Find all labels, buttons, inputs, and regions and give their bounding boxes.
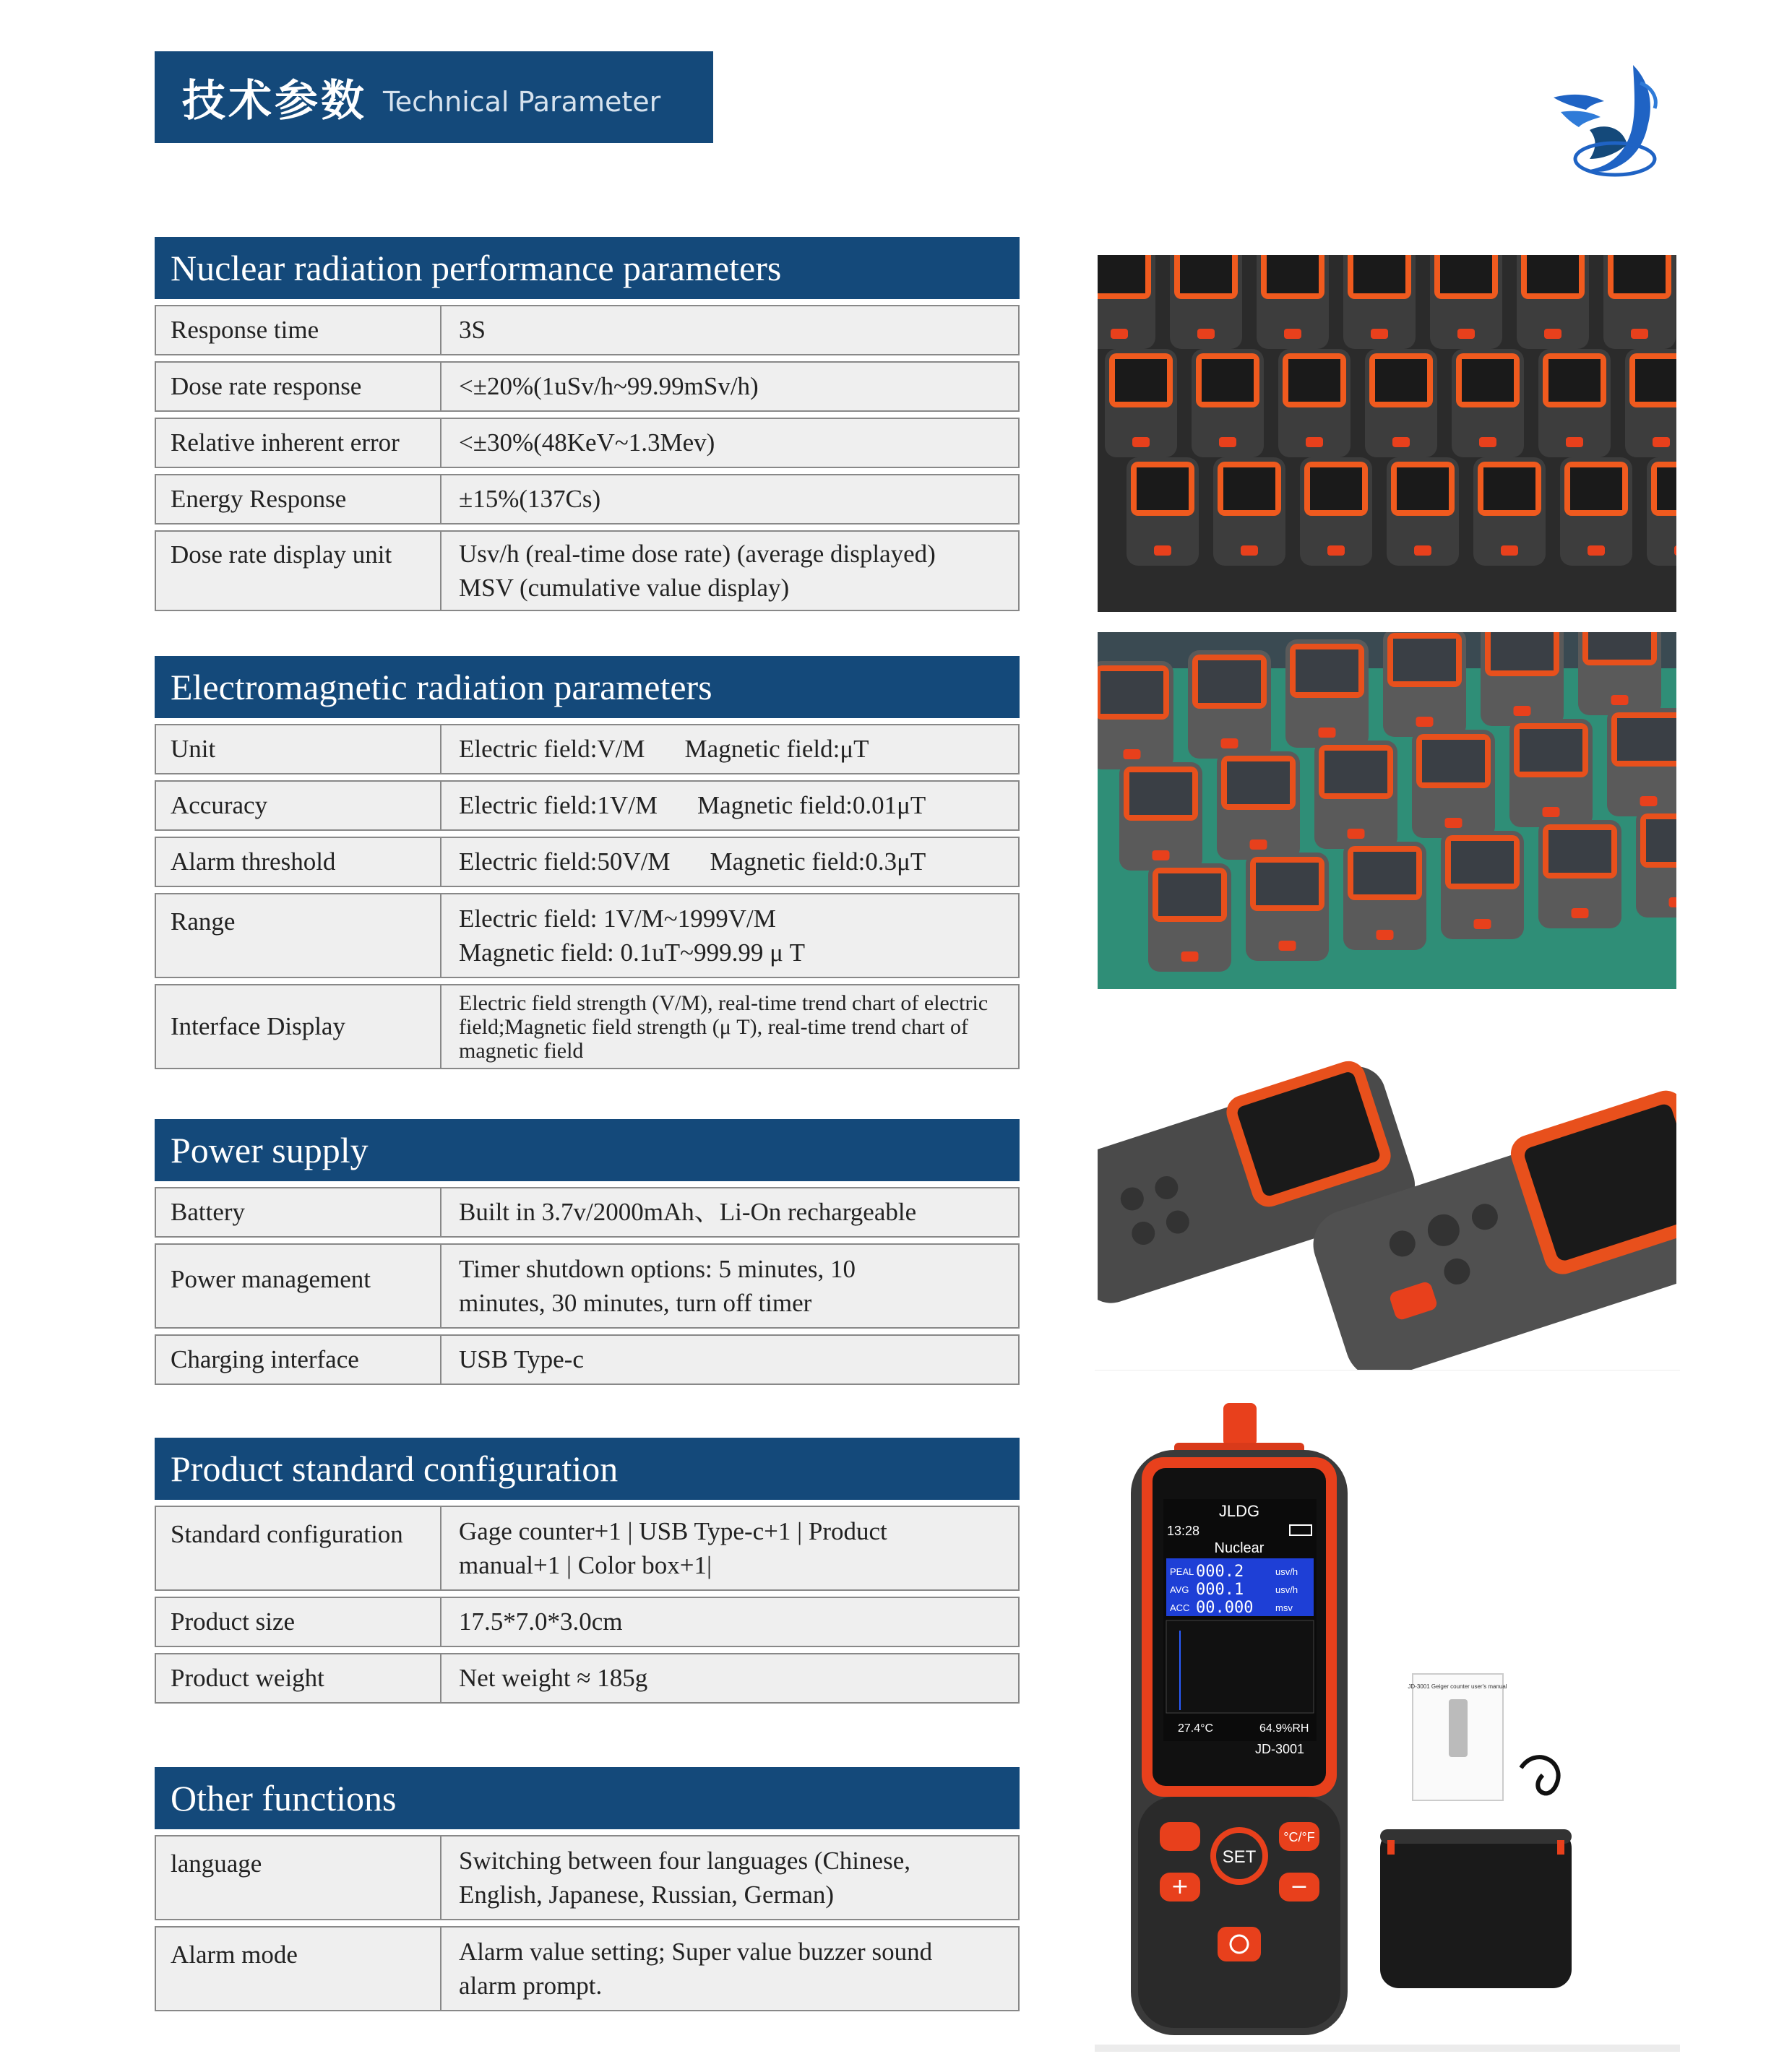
unit-button-label: °C/°F [1283,1830,1315,1844]
param-value [441,894,1018,977]
table-row [155,1506,1020,1591]
plus-icon: + [1171,1874,1189,1899]
reading-value: 00.000 [1196,1599,1254,1617]
param-key: language [156,1836,441,1919]
table-row [155,1334,1020,1385]
electric-value: Electric field:V/M [459,735,645,764]
table-row [155,780,1020,831]
reading-unit: usv/h [1275,1566,1298,1577]
section-title: Nuclear radiation performance parameters [155,237,1020,299]
screen-time: 13:28 [1167,1524,1200,1538]
table-row [155,1835,1020,1920]
reading-unit: msv [1275,1602,1293,1613]
param-value: USB Type-c [459,1345,584,1374]
electric-value: Electric field:50V/M [459,847,671,876]
header-banner [155,51,713,143]
mute-button[interactable] [1160,1822,1200,1851]
section-title: Electromagnetic radiation parameters [155,656,1020,718]
param-value [441,1507,1018,1589]
param-value: <±30%(48KeV~1.3Mev) [459,428,715,457]
carry-case [1380,1829,1572,1988]
table-row [155,1653,1020,1704]
devices-closeup-illustration [1098,1004,1676,1373]
param-value: 17.5*7.0*3.0cm [459,1607,623,1636]
devices-table-illustration [1098,632,1676,989]
param-value: ±15%(137Cs) [459,485,601,514]
header-title-en: Technical Parameter [383,85,661,118]
param-value-line: MSV (cumulative value display) [459,574,790,602]
param-key: Relative inherent error [156,419,441,467]
eagle-logo [1546,58,1673,191]
param-value: <±20%(1uSv/h~99.99mSv/h) [459,372,759,401]
section-configuration [155,1438,1020,1704]
param-value-line: Alarm value setting; Super value buzzer sound [459,1937,933,1966]
table-row [155,361,1020,412]
table-row [155,1243,1020,1329]
reading-value: 000.1 [1196,1581,1244,1599]
screen-mode: Nuclear [1214,1540,1265,1556]
photo-devices-closeup [1098,1004,1676,1373]
minus-icon: − [1290,1874,1309,1899]
param-key: Power management [156,1245,441,1327]
section-title: Product standard configuration [155,1438,1020,1500]
param-key: Standard configuration [156,1507,441,1589]
section-power [155,1119,1020,1385]
sensor-probe [1223,1403,1257,1446]
table-row [155,305,1020,355]
param-key: Alarm threshold [156,838,441,886]
param-value: 3S [459,316,486,345]
power-button[interactable] [1218,1927,1261,1961]
reading-label: ACC [1170,1602,1190,1613]
param-value-line: Magnetic field: 0.1uT~999.99 μ T [459,938,805,967]
param-key: Response time [156,306,441,354]
param-value [441,782,1018,829]
section-title: Other functions [155,1767,1020,1829]
devices-stacked-illustration [1098,255,1676,612]
param-key: Product size [156,1598,441,1646]
param-value: Net weight ≈ 185g [459,1664,648,1693]
reading-label: PEAL [1170,1566,1194,1577]
device-main-illustration [1095,1370,1680,2050]
section-title: Power supply [155,1119,1020,1181]
section-other [155,1767,1020,2011]
param-key: Product weight [156,1654,441,1702]
photo-devices-stacked [1098,255,1676,612]
param-key: Alarm mode [156,1928,441,2010]
table-row [155,893,1020,978]
table-row [155,1926,1020,2011]
screen-humidity: 64.9%RH [1259,1722,1309,1735]
reading-label: AVG [1170,1584,1189,1595]
param-value-line: Usv/h (real-time dose rate) (average displayed) [459,539,936,568]
table-row [155,984,1020,1069]
param-value [441,1928,1018,2010]
param-key: Dose rate display unit [156,532,441,610]
magnetic-value: Magnetic field:μT [684,735,869,764]
screen-model: JD-3001 [1254,1742,1304,1756]
section-electromagnetic [155,656,1020,1069]
param-key: Interface Display [156,985,441,1068]
param-value-line: Switching between four languages (Chinese, [459,1846,910,1875]
section-nuclear [155,237,1020,611]
param-key: Range [156,894,441,977]
param-key: Charging interface [156,1336,441,1384]
param-key: Dose rate response [156,363,441,410]
param-value [441,1245,1018,1327]
param-key: Battery [156,1188,441,1236]
param-value [441,838,1018,886]
reading-unit: usv/h [1275,1584,1298,1595]
table-row [155,530,1020,611]
table-row [155,418,1020,468]
table-row [155,837,1020,887]
param-value-line: Gage counter+1 | USB Type-c+1 | Product [459,1516,887,1545]
param-key: Energy Response [156,475,441,523]
param-value-line: Timer shutdown options: 5 minutes, 10 [459,1254,856,1283]
param-value [441,725,1018,773]
header-title-cn: 技术参数 [182,75,367,126]
screen-brand: JLDG [1218,1502,1260,1520]
param-value: Built in 3.7v/2000mAh、Li-On rechargeable [459,1198,917,1227]
param-value-line: minutes, 30 minutes, turn off timer [459,1289,812,1317]
photo-devices-table [1098,632,1676,989]
table-row [155,474,1020,525]
screen-temperature: 27.4°C [1178,1722,1214,1735]
manual-title: JD-3001 Geiger counter user's manual [1408,1683,1507,1690]
param-value-line: alarm prompt. [459,1972,603,2000]
electric-value: Electric field:1V/M [459,791,658,820]
table-row [155,724,1020,774]
param-value [441,532,1018,610]
param-value [441,1836,1018,1919]
magnetic-value: Magnetic field:0.3μT [710,847,926,876]
param-key: Accuracy [156,782,441,829]
usb-cable [1521,1757,1559,1793]
divider [1095,2045,1680,2052]
param-value-line: English, Japanese, Russian, German) [459,1881,835,1909]
param-value-line: Electric field: 1V/M~1999V/M [459,904,776,933]
set-button-label: SET [1222,1847,1257,1867]
param-key: Unit [156,725,441,773]
param-value: Electric field strength (V/M), real-time trend chart of electric field;Magnetic field strength (μ T), real-time trend chart of magnetic field [459,990,988,1063]
photo-device-main [1095,1370,1680,2050]
table-row [155,1187,1020,1238]
param-value-line: manual+1 | Color box+1| [459,1551,712,1579]
table-row [155,1597,1020,1647]
trend-chart [1166,1620,1314,1713]
reading-value: 000.2 [1196,1563,1244,1581]
magnetic-value: Magnetic field:0.01μT [697,791,926,820]
